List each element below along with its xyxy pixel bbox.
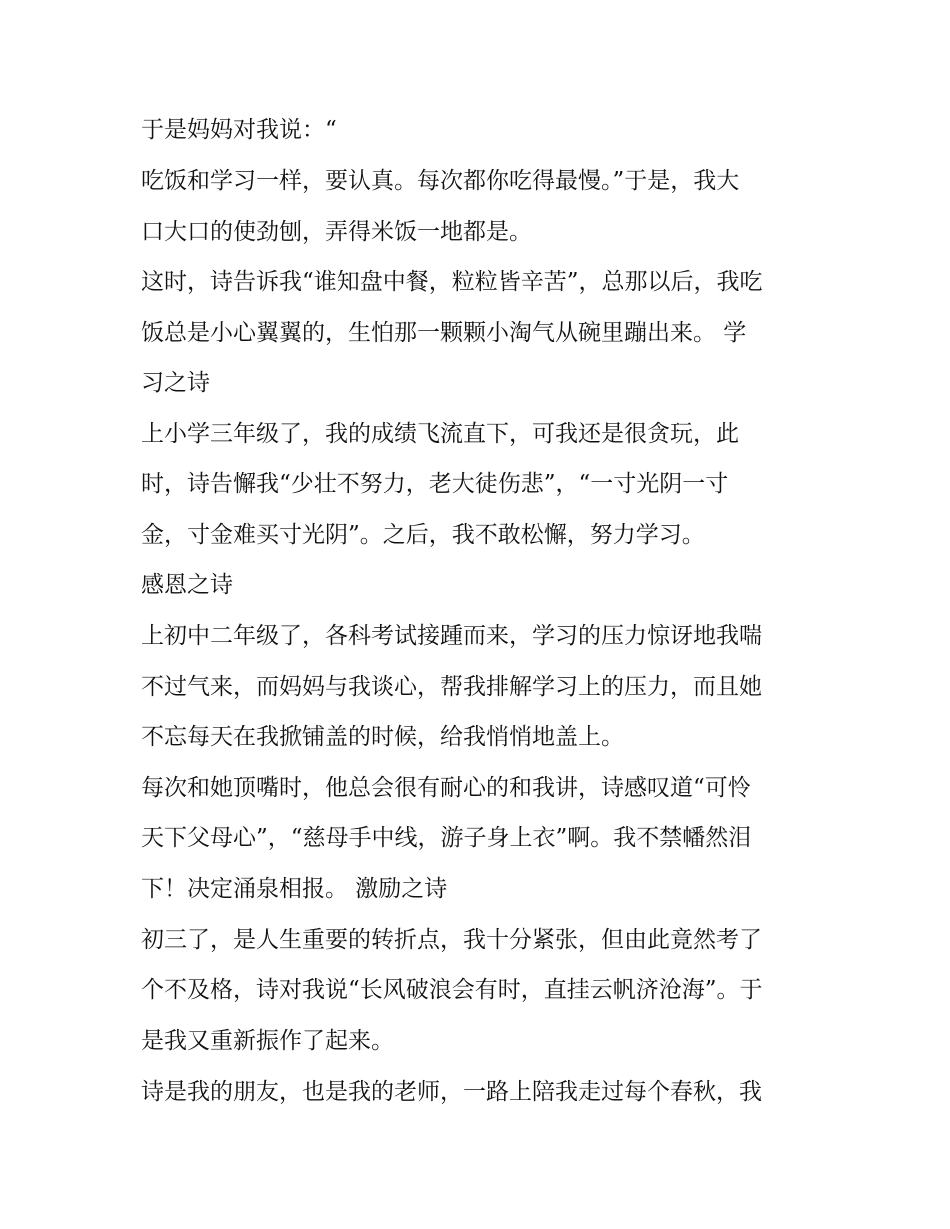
text-line: 不过气来，而妈妈与我谈心，帮我排解学习上的压力，而且她: [141, 674, 762, 700]
text-line: 口大口的使劲刨，弄得米饭一地都是。: [141, 219, 532, 245]
section-heading: 习之诗: [141, 370, 210, 396]
text-line: 上小学三年级了，我的成绩飞流直下，可我还是很贪玩，此: [141, 421, 739, 447]
text-line: 是我又重新振作了起来。: [141, 1028, 394, 1054]
text-line: 下！决定涌泉相报。 激励之诗: [141, 876, 448, 902]
text-line: 上初中二年级了，各科考试接踵而来，学习的压力惊讶地我喘: [141, 623, 762, 649]
text-line: 天下父母心”，“慈母手中线，游子身上衣”啊。我不禁幡然泪: [141, 825, 752, 851]
text-line: 每次和她顶嘴时，他总会很有耐心的和我讲，诗感叹道“可怜: [141, 775, 751, 801]
text-line: 诗是我的朋友，也是我的老师，一路上陪我走过每个春秋，我: [141, 1079, 762, 1105]
text-line: 个不及格，诗对我说“长风破浪会有时，直挂云帆济沧海”。于: [141, 977, 763, 1003]
text-line: 时，诗告懈我“少壮不努力，老大徒伤悲”，“一寸光阴一寸: [141, 471, 729, 497]
text-line: 初三了，是人生重要的转折点，我十分紧张，但由此竟然考了: [141, 927, 762, 953]
section-heading: 感恩之诗: [141, 572, 233, 598]
text-line: 饭总是小心翼翼的，生怕那一颗颗小淘气从碗里蹦出来。 学: [141, 320, 747, 346]
text-line: 不忘每天在我掀铺盖的时候，给我悄悄地盖上。: [141, 724, 624, 750]
text-line: 吃饭和学习一样，要认真。每次都你吃得最慢。”于是，我大: [141, 168, 740, 194]
text-line: 金，寸金难买寸光阴”。之后，我不敢松懈，努力学习。: [141, 522, 705, 548]
text-line: 于是妈妈对我说：“: [141, 117, 337, 143]
text-line: 这时，诗告诉我“谁知盘中餐，粒粒皆辛苦”，总那以后，我吃: [141, 269, 763, 295]
